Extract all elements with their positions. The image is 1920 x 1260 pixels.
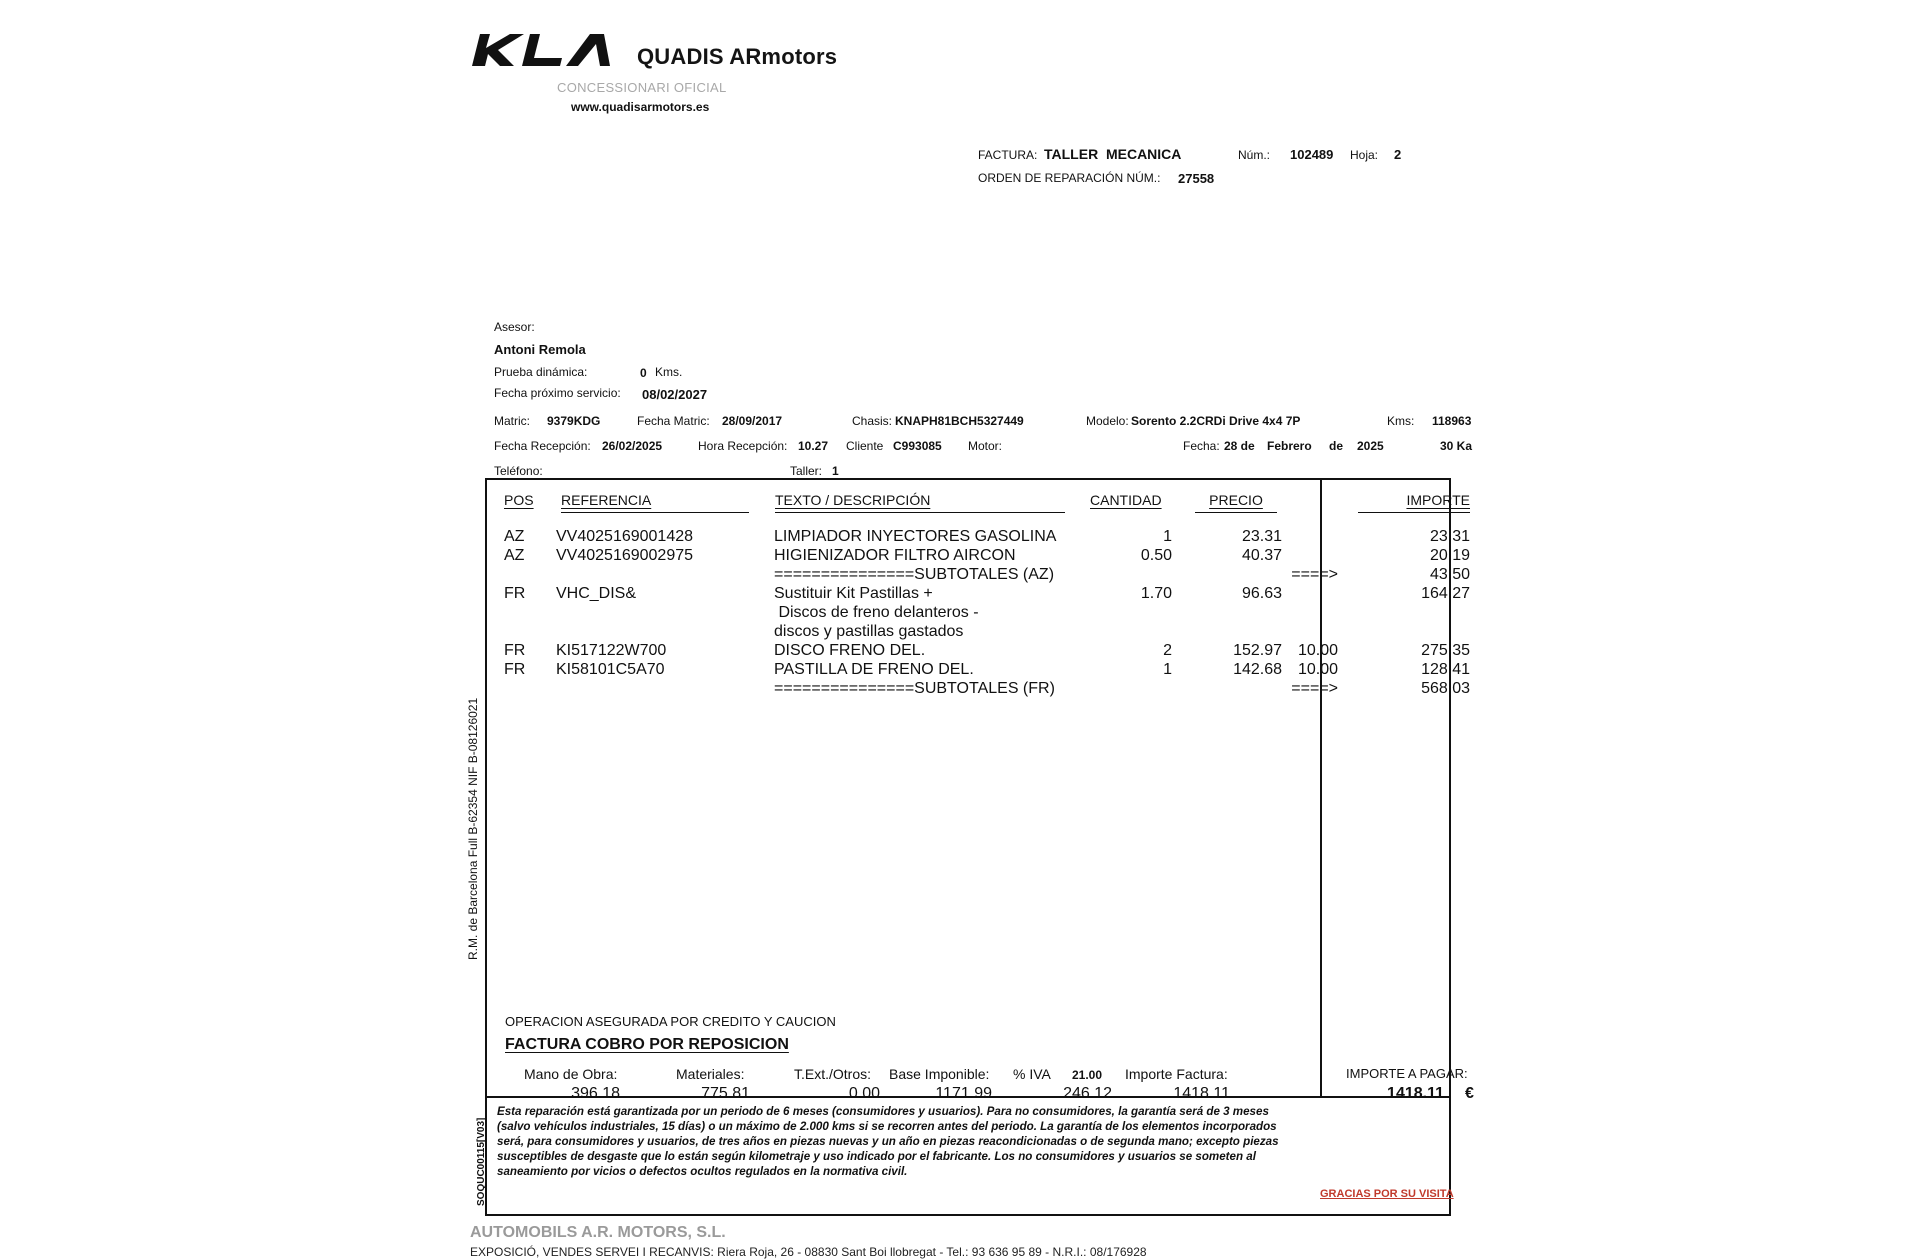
- fecha-matric-value: 28/09/2017: [722, 414, 783, 428]
- cell-pos: AZ: [504, 547, 525, 564]
- cell-importe: 128.41: [1421, 661, 1470, 678]
- dealer-subtitle: CONCESSIONARI OFICIAL: [557, 80, 727, 95]
- cell-precio: 152.97: [1233, 642, 1282, 659]
- cell-importe: 164.27: [1421, 585, 1470, 602]
- col-header-cantidad: CANTIDAD: [1090, 492, 1162, 508]
- cell-precio: 23.31: [1241, 528, 1282, 545]
- mano-label: Mano de Obra:: [524, 1066, 618, 1082]
- iva-label: % IVA: [1013, 1066, 1051, 1082]
- importe-pagar-value: 1418.11: [1387, 1085, 1444, 1102]
- cell-importe: 568.03: [1421, 680, 1470, 697]
- text-label: T.Ext./Otros:: [794, 1066, 872, 1082]
- cell-pos: AZ: [504, 528, 525, 545]
- hoja-label: Hoja:: [1350, 148, 1379, 162]
- cell-descripcion: Discos de freno delanteros -: [774, 604, 979, 621]
- footer-address: EXPOSICIÓ, VENDES SERVEI I RECANVIS: Riera Roja, 26 - 08830 Sant Boi llobregat - Tel.: 93 636 95 89 - N.R.I.: 08/176928: [470, 1245, 1147, 1259]
- footer-company: AUTOMOBILS A.R. MOTORS, S.L.: [470, 1224, 726, 1241]
- cell-referencia: KI517122W700: [556, 642, 667, 659]
- cell-descuento: 10.00: [1297, 642, 1338, 659]
- cell-descripcion: LIMPIADOR INYECTORES GASOLINA: [774, 528, 1057, 545]
- cell-descripcion: ===============SUBTOTALES (FR): [774, 680, 1055, 697]
- materiales-label: Materiales:: [676, 1066, 745, 1082]
- cell-cantidad: 1: [1163, 661, 1172, 678]
- modelo-label: Modelo:: [1086, 414, 1129, 428]
- dealer-name: QUADIS ARmotors: [637, 44, 838, 69]
- kms-value: 118963: [1432, 414, 1472, 428]
- cell-descuento: 10.00: [1297, 661, 1338, 678]
- kms-label: Kms:: [1387, 414, 1415, 428]
- cell-referencia: VV4025169002975: [556, 547, 694, 564]
- telefono-label: Teléfono:: [494, 464, 543, 478]
- asesor-label: Asesor:: [494, 320, 535, 334]
- mano-value: 396.18: [571, 1085, 620, 1102]
- currency-symbol: €: [1465, 1085, 1474, 1102]
- iva-rate: 21.00: [1072, 1068, 1103, 1082]
- warranty-text: Esta reparación está garantizada por un periodo de 6 meses (consumidores y usuarios). Para no consumidores, la garantía será de 3 meses (salvo vehículos industriales, 15 días) o un máximo de 2.000 kms si se recorren antes del periodo. La garantía de los elementos incorporados será, para consumidores y usuarios, de tres años en piezas nuevas y un año en piezas reacondicionadas o de segunda mano; excepto piezas susceptibles de desgaste que lo están según kilometraje y uso indicado por el fabricante. Los no consumidores y usuarios se someten al saneamiento por vicios o defectos ocultos regulados en la normativa civil.: [497, 1105, 1279, 1178]
- cell-pos: FR: [504, 585, 526, 602]
- invoice-number: 102489: [1290, 147, 1334, 162]
- factura-label: FACTURA:: [978, 148, 1038, 162]
- cell-descripcion: HIGIENIZADOR FILTRO AIRCON: [774, 547, 1016, 564]
- iva-value: 246.12: [1063, 1085, 1112, 1102]
- recepcion-label: Fecha Recepción:: [494, 439, 591, 453]
- col-header-referencia: REFERENCIA: [561, 492, 652, 508]
- cell-descripcion: DISCO FRENO DEL.: [774, 642, 926, 659]
- cell-descripcion: PASTILLA DE FRENO DEL.: [774, 661, 974, 678]
- chasis-label: Chasis:: [852, 414, 893, 428]
- base-value: 1171.99: [935, 1085, 992, 1102]
- registry-text: R.M. de Barcelona Full B-62354 NIF B-08126021: [466, 697, 480, 960]
- orden-number: 27558: [1178, 171, 1215, 186]
- cell-pos: FR: [504, 642, 526, 659]
- hoja-number: 2: [1394, 147, 1402, 162]
- fecha-year: 2025: [1357, 439, 1384, 453]
- factura-type: TALLER MECANICA: [1044, 146, 1182, 162]
- cell-referencia: VV4025169001428: [556, 528, 694, 545]
- hora-value: 10.27: [798, 439, 829, 453]
- importe-factura-value: 1418.11: [1173, 1085, 1230, 1102]
- fecha-matric-label: Fecha Matric:: [637, 414, 710, 428]
- cell-referencia: VHC_DIS&: [556, 585, 637, 602]
- cell-descripcion: Sustituir Kit Pastillas +: [774, 585, 933, 602]
- cell-precio: 96.63: [1241, 585, 1282, 602]
- taller-label: Taller:: [790, 464, 823, 478]
- cell-precio: 142.68: [1233, 661, 1282, 678]
- orden-label: ORDEN DE REPARACIÓN NÚM.:: [978, 171, 1161, 185]
- cell-arrow: ====>: [1291, 566, 1338, 583]
- importe-underline: [1358, 512, 1470, 513]
- asesor-name: Antoni Remola: [494, 342, 586, 357]
- motor-label: Motor:: [968, 439, 1003, 453]
- prueba-unit: Kms.: [655, 365, 683, 379]
- code-value: 30 Ka: [1440, 439, 1473, 453]
- cell-arrow: ====>: [1291, 680, 1338, 697]
- col-header-importe: IMPORTE: [1406, 492, 1470, 508]
- taller-value: 1: [832, 464, 839, 478]
- base-label: Base Imponible:: [889, 1066, 990, 1082]
- cell-referencia: KI58101C5A70: [556, 661, 665, 678]
- importe-pagar-label: IMPORTE A PAGAR:: [1346, 1066, 1468, 1081]
- cell-importe: 43.50: [1429, 566, 1470, 583]
- cliente-label: Cliente: [846, 439, 884, 453]
- fecha-label: Fecha:: [1183, 439, 1220, 453]
- referencia-underline: [561, 512, 749, 513]
- kia-logo: [470, 30, 612, 70]
- prueba-label: Prueba dinámica:: [494, 365, 588, 379]
- matric-value: 9379KDG: [547, 414, 601, 428]
- cell-cantidad: 1.70: [1140, 585, 1172, 602]
- num-label: Núm.:: [1238, 148, 1271, 162]
- hora-label: Hora Recepción:: [698, 439, 788, 453]
- dealer-website[interactable]: www.quadisarmotors.es: [571, 100, 710, 114]
- cell-descripcion: discos y pastillas gastados: [774, 623, 964, 640]
- cell-pos: FR: [504, 661, 526, 678]
- chasis-value: KNAPH81BCH5327449: [895, 414, 1024, 428]
- cell-importe: 23.31: [1429, 528, 1470, 545]
- factura-cobro-note: FACTURA COBRO POR REPOSICION: [505, 1036, 789, 1053]
- fecha-month: Febrero: [1267, 439, 1312, 453]
- importe-factura-label: Importe Factura:: [1125, 1066, 1228, 1082]
- cliente-value: C993085: [893, 439, 942, 453]
- cell-cantidad: 2: [1163, 642, 1172, 659]
- recepcion-value: 26/02/2025: [602, 439, 663, 453]
- cell-cantidad: 0.50: [1140, 547, 1172, 564]
- thanks-text: GRACIAS POR SU VISITA: [1320, 1188, 1454, 1200]
- precio-underline: [1195, 512, 1277, 513]
- fecha-de: de: [1329, 439, 1344, 453]
- modelo-value: Sorento 2.2CRDi Drive 4x4 7P: [1131, 414, 1301, 428]
- form-code: SOQUC00115[V03]: [476, 1117, 487, 1206]
- cell-precio: 40.37: [1241, 547, 1282, 564]
- col-header-pos: POS: [504, 492, 534, 508]
- matric-label: Matric:: [494, 414, 530, 428]
- proximo-label: Fecha próximo servicio:: [494, 386, 621, 400]
- materiales-value: 775.81: [701, 1085, 750, 1102]
- cell-descripcion: ===============SUBTOTALES (AZ): [774, 566, 1055, 583]
- cell-importe: 275.35: [1421, 642, 1470, 659]
- texto-underline: [775, 512, 1065, 513]
- cell-importe: 20.19: [1429, 547, 1470, 564]
- prueba-value: 0: [640, 366, 647, 380]
- text-value: 0.00: [848, 1085, 880, 1102]
- cell-cantidad: 1: [1163, 528, 1172, 545]
- operacion-note: OPERACION ASEGURADA POR CREDITO Y CAUCION: [505, 1014, 836, 1029]
- col-header-texto: TEXTO / DESCRIPCIÓN: [775, 492, 931, 508]
- proximo-value: 08/02/2027: [642, 387, 708, 402]
- fecha-day: 28 de: [1224, 439, 1255, 453]
- col-header-precio: PRECIO: [1209, 492, 1263, 508]
